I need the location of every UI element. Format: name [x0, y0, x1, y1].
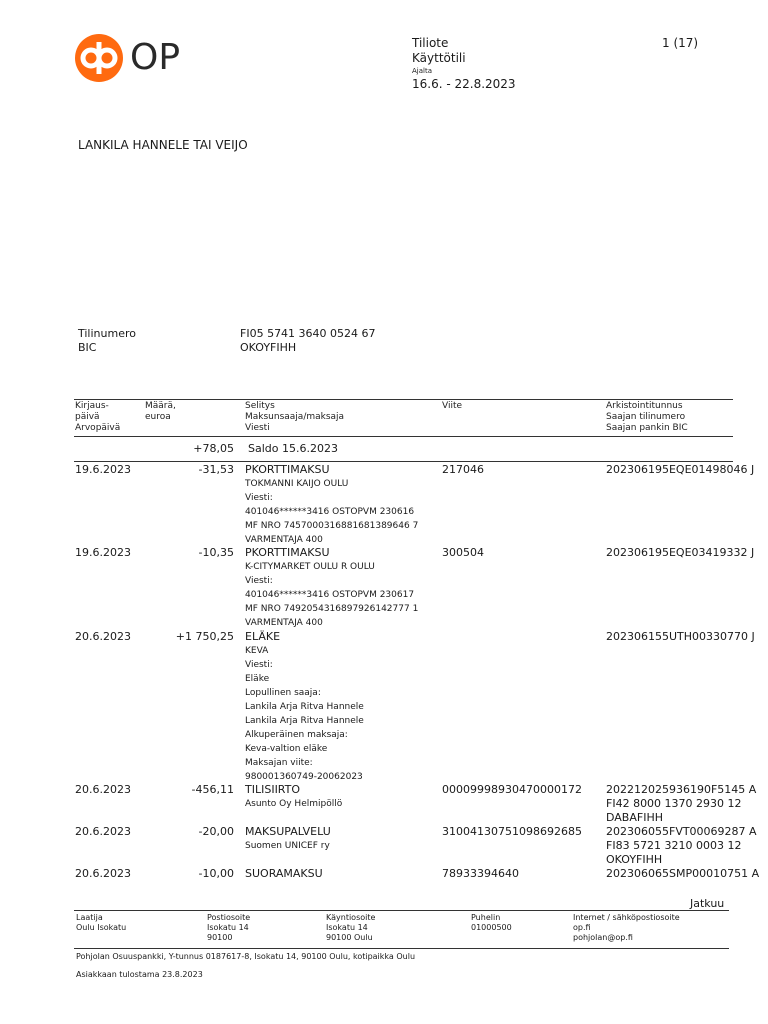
bic-label: BIC [78, 341, 97, 354]
tx-date: 20.6.2023 [75, 867, 131, 880]
tx-archive: 202306065SMP00010751 A [606, 867, 760, 880]
header-description: Selitys Maksunsaaja/maksaja Viesti [245, 401, 345, 433]
period: 16.6. - 22.8.2023 [412, 77, 516, 91]
bic-value: OKOYFIHH [240, 341, 297, 354]
table-top-rule [74, 399, 733, 400]
tx-reference: 00009998930470000172 [442, 783, 582, 796]
tx-date: 19.6.2023 [75, 463, 131, 476]
continues-label: Jatkuu [690, 897, 725, 910]
footer-issuer: Laatija Oulu Isokatu [76, 913, 127, 932]
tx-description: PKORTTIMAKSU K-CITYMARKET OULU R OULU Viesti: 401046******3416 OSTOPVM 230617 MF NRO 7492054316897926142777 1 VARMENTAJA 400 [245, 546, 419, 628]
opening-amount: +78,05 [193, 442, 234, 455]
tx-archive: 202306195EQE01498046 J [606, 463, 755, 476]
tx-date: 20.6.2023 [75, 783, 131, 796]
tx-reference: 78933394640 [442, 867, 519, 880]
opening-rule [74, 461, 733, 462]
header-date: Kirjaus- päivä Arvopäivä [75, 401, 121, 433]
footer-visiting-address: Käyntiosoite Isokatu 14 90100 Oulu [326, 913, 376, 942]
page-number: 1 (17) [662, 36, 699, 50]
tx-date: 19.6.2023 [75, 546, 131, 559]
tx-amount: +1 750,25 [175, 630, 234, 643]
footer-postal-address: Postiosoite Isokatu 14 90100 [207, 913, 251, 942]
tx-date: 20.6.2023 [75, 825, 131, 838]
tx-reference: 217046 [442, 463, 484, 476]
account-number: FI05 5741 3640 0524 67 [240, 327, 376, 340]
tx-reference: 31004130751098692685 [442, 825, 582, 838]
customer-name: LANKILA HANNELE TAI VEIJO [78, 138, 248, 152]
footer-bottom-rule [74, 948, 729, 949]
tx-archive: 202306195EQE03419332 J [606, 546, 755, 559]
tx-description: SUORAMAKSU [245, 867, 323, 880]
table-header-rule [74, 436, 733, 437]
account-number-label: Tilinumero [78, 327, 136, 340]
opening-text: Saldo 15.6.2023 [248, 442, 338, 455]
tx-archive: 202306155UTH00330770 J [606, 630, 755, 643]
doc-title: Tiliote [412, 36, 449, 50]
tx-description: TILISIIRTO Asunto Oy Helmipöllö [245, 783, 343, 809]
header-reference: Viite [442, 401, 463, 411]
footer-printed: Asiakkaan tulostama 23.8.2023 [76, 970, 203, 979]
tx-description: MAKSUPALVELU Suomen UNICEF ry [245, 825, 331, 851]
tx-archive: 202306055FVT00069287 A FI83 5721 3210 0003 12 OKOYFIHH [606, 825, 757, 866]
brand-logo-text: OP [130, 37, 181, 78]
period-label: Ajalta [412, 67, 433, 75]
footer-internet: Internet / sähköpostiosoite op.fi pohjolan@op.fi [573, 913, 680, 942]
header-amount: Määrä, euroa [145, 401, 176, 422]
tx-description: ELÄKE KEVA Viesti: Eläke Lopullinen saaja: Lankila Arja Ritva Hannele Lankila Arja Ritva Hannele Alkuperäinen maksaja: Keva-valtion eläke Maksajan viite: 980001360749-20062023 [245, 630, 364, 782]
footer-phone: Puhelin 01000500 [471, 913, 512, 932]
tx-amount: -10,00 [198, 867, 234, 880]
tx-date: 20.6.2023 [75, 630, 131, 643]
tx-reference: 300504 [442, 546, 484, 559]
tx-amount: -456,11 [191, 783, 234, 796]
footer-company: Pohjolan Osuuspankki, Y-tunnus 0187617-8, Isokatu 14, 90100 Oulu, kotipaikka Oulu [76, 952, 416, 961]
header-archive: Arkistointitunnus Saajan tilinumero Saajan pankin BIC [606, 401, 688, 433]
tx-amount: -10,35 [198, 546, 234, 559]
account-type: Käyttötili [412, 51, 466, 65]
footer-top-rule [74, 910, 729, 911]
tx-archive: 202212025936190F5145 A FI42 8000 1370 2930 12 DABAFIHH [606, 783, 757, 824]
tx-description: PKORTTIMAKSU TOKMANNI KAIJO OULU Viesti: 401046******3416 OSTOPVM 230616 MF NRO 7457000316881681389646 7 VARMENTAJA 400 [245, 463, 419, 545]
tx-amount: -31,53 [198, 463, 234, 476]
op-logo-icon [75, 34, 123, 82]
tx-amount: -20,00 [198, 825, 234, 838]
